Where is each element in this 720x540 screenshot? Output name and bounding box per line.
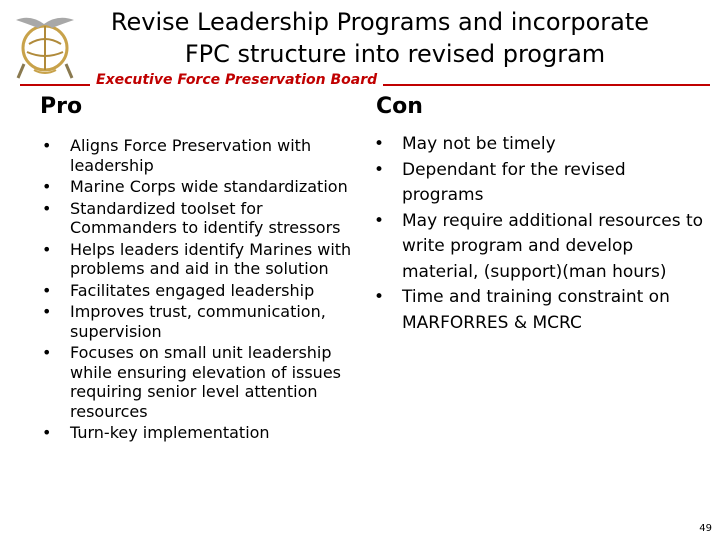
pro-item-text: Marine Corps wide standardization	[70, 177, 348, 196]
pro-item	[42, 136, 352, 175]
bullet-icon: •	[42, 239, 52, 259]
pro-item-text: Standardized toolset for Commanders to identify stressors	[70, 198, 341, 237]
pro-item	[42, 343, 352, 421]
pro-item	[42, 423, 352, 443]
pro-item	[42, 177, 352, 197]
pro-item	[42, 240, 352, 279]
con-item-text: May require additional resources to write program and develop material, (support)(man hours)	[402, 210, 704, 282]
pro-item-text: Turn-key implementation	[70, 423, 270, 442]
title-line-1: Revise Leadership Programs and incorporate	[110, 8, 650, 36]
pro-item	[42, 199, 352, 238]
bullet-icon: •	[42, 177, 52, 196]
con-item	[374, 285, 704, 336]
bullet-icon: •	[42, 423, 52, 442]
bullet-icon: •	[374, 210, 385, 231]
bullet-icon: •	[42, 136, 52, 155]
con-item	[374, 209, 704, 286]
pro-item-text: Focuses on small unit leadership while ensuring elevation of issues requiring senior level attention resources	[70, 343, 341, 421]
pro-item	[42, 302, 352, 341]
pro-item-text: Aligns Force Preservation with leadership	[70, 136, 312, 175]
pro-heading: Pro	[40, 94, 83, 119]
pro-item-text: Facilitates engaged leadership	[70, 280, 315, 300]
bullet-icon: •	[42, 198, 52, 218]
con-item-text: May not be timely	[402, 134, 556, 154]
slide-title	[70, 6, 690, 70]
con-item-text: Dependant for the revised programs	[402, 159, 626, 205]
bullet-icon: •	[374, 287, 385, 307]
con-list	[374, 132, 704, 336]
con-item	[374, 132, 704, 158]
board-label: Executive Force Preservation Board	[90, 72, 383, 88]
con-item-text: Time and training constraint on MARFORRES & MCRC	[402, 287, 670, 333]
bullet-icon: •	[42, 343, 52, 362]
con-item	[374, 158, 704, 209]
con-heading: Con	[376, 94, 423, 119]
pro-item	[42, 281, 352, 301]
bullet-icon: •	[42, 302, 52, 321]
page-number: 49	[699, 523, 712, 534]
bullet-icon: •	[374, 159, 385, 180]
pro-item-text: Helps leaders identify Marines with problems and aid in the solution	[70, 239, 352, 278]
bullet-icon: •	[42, 280, 52, 300]
pro-item-text: Improves trust, communication, supervision	[70, 302, 326, 341]
title-line-2: FPC structure into revised program	[184, 40, 606, 68]
pro-list	[42, 136, 352, 445]
bullet-icon: •	[374, 134, 385, 154]
